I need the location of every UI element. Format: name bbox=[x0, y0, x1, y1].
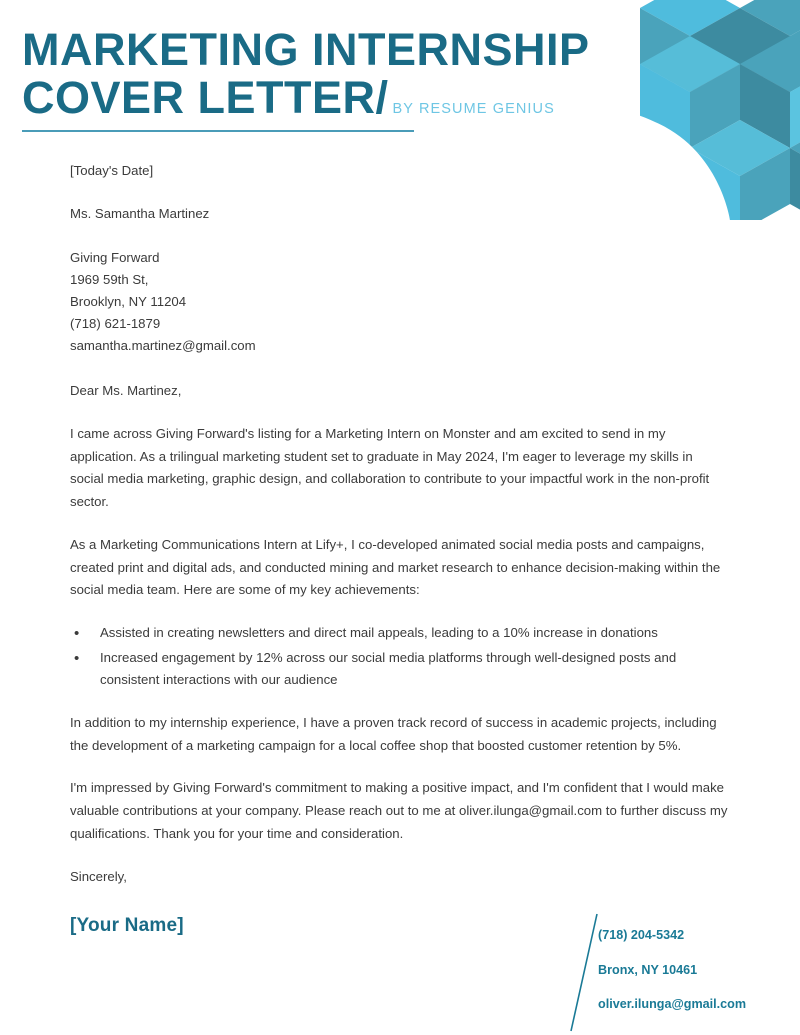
body-paragraph-3: In addition to my internship experience, I have a proven track record of success in academic projects, including the development of a marketing campaign for a local coffee shop that boosted customer retention by 5%. bbox=[70, 715, 717, 753]
footer-contact-block bbox=[0, 910, 800, 1035]
document-header bbox=[22, 26, 642, 132]
title-divider bbox=[22, 130, 414, 132]
address-phone: (718) 621-1879 bbox=[70, 316, 161, 332]
byline-text: BY RESUME GENIUS bbox=[392, 100, 555, 117]
recipient-name: Ms. Samantha Martinez bbox=[70, 206, 210, 222]
letter-body bbox=[70, 160, 730, 937]
salutation-block bbox=[70, 380, 730, 401]
body-paragraph-4: I'm impressed by Giving Forward's commitment to making a positive impact, and I'm confident that I would make valuable contributions at your company. Please reach out to me at oliver.ilunga@gmail.com to further discuss my qualifications. Thank you for your time and consideration. bbox=[70, 780, 728, 841]
address-line: Giving Forward bbox=[70, 249, 160, 265]
footer-location: Bronx, NY 10461 bbox=[598, 962, 698, 977]
address-line: Brooklyn, NY 11204 bbox=[70, 294, 187, 310]
salutation-text: Dear Ms. Martinez, bbox=[70, 382, 182, 398]
body-paragraph-2: As a Marketing Communications Intern at Lify+, I co-developed animated social media posts and campaigns, created print and digital ads, and conducted mining and market research to enhance decision-making within the social media team. Here are some of my key achievements: bbox=[70, 536, 721, 598]
recipient-address-block bbox=[70, 247, 730, 358]
list-item: • Increased engagement by 12% across our social media platforms through well-designed posts and consistent interactions with our audience bbox=[70, 647, 730, 692]
title-row-2 bbox=[22, 71, 642, 123]
list-item: • Assisted in creating newsletters and direct mail appeals, leading to a 10% increase in donations bbox=[70, 622, 730, 645]
achievements-list bbox=[70, 622, 730, 692]
title-line-1: MARKETING INTERNSHIP bbox=[22, 24, 590, 75]
signature-name: [Your Name] bbox=[70, 914, 184, 936]
title-line-2: COVER LETTER/ bbox=[22, 71, 389, 123]
footer-contact-lines bbox=[598, 928, 798, 1032]
date-block bbox=[70, 160, 730, 181]
date-text: [Today's Date] bbox=[70, 163, 154, 178]
body-paragraph-1: I came across Giving Forward's listing for a Marketing Intern on Monster and am excited to send in my application. As a trilingual marketing student set to graduate in May 2024, I'm eager to leverage my skills in social media marketing, graphic design, and collaboration to contribute to your impactful work in the non-profit sector. bbox=[70, 425, 710, 510]
closing-text: Sincerely, bbox=[70, 868, 127, 884]
recipient-name-block bbox=[70, 203, 730, 224]
address-email: samantha.martinez@gmail.com bbox=[70, 338, 256, 354]
footer-phone: (718) 204-5342 bbox=[598, 928, 685, 942]
address-line: 1969 59th St, bbox=[70, 271, 149, 287]
footer-email: oliver.ilunga@gmail.com bbox=[598, 997, 747, 1012]
